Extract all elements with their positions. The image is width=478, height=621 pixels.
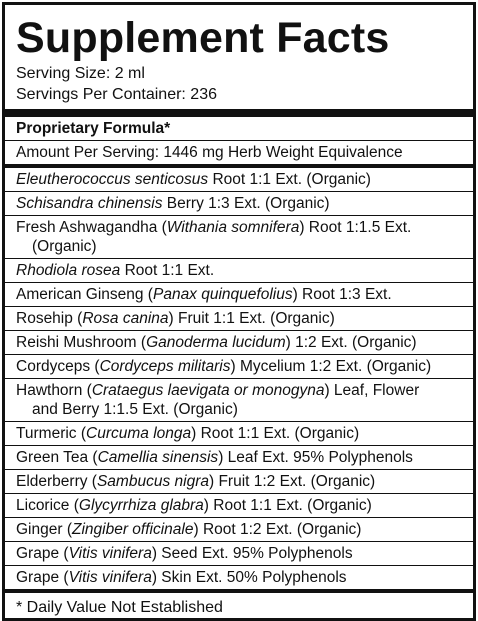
ingredient-latin-name: Rhodiola rosea <box>16 262 121 279</box>
supplement-facts-panel <box>2 2 476 621</box>
ingredient-text: Grape ( <box>16 545 69 562</box>
ingredient-line <box>16 569 347 586</box>
ingredient-latin-name: Camellia sinensis <box>97 449 219 466</box>
formula-header: Proprietary Formula* <box>5 117 475 141</box>
ingredient-text: Reishi Mushroom ( <box>16 334 147 351</box>
ingredient-latin-name: Withania somnifera <box>166 219 300 236</box>
ingredient-row <box>5 470 475 494</box>
ingredient-text: ) Root 1:1 Ext. (Organic) <box>203 497 372 514</box>
serving-size: Serving Size: 2 ml <box>16 65 145 82</box>
ingredient-line <box>16 219 411 236</box>
ingredient-text: ) Seed Ext. 95% Polyphenols <box>151 545 353 562</box>
ingredient-text: Grape ( <box>16 569 69 586</box>
ingredient-line <box>16 425 359 442</box>
ingredient-latin-name: Zingiber officinale <box>72 521 194 538</box>
ingredient-line <box>16 310 335 327</box>
panel-title: Supplement Facts <box>16 14 390 62</box>
ingredient-latin-name: Vitis vinifera <box>68 545 152 562</box>
ingredient-latin-name: Crataegus laevigata or monogyna <box>91 382 325 399</box>
ingredient-line <box>16 286 392 303</box>
ingredient-text: ) Leaf, Flower <box>324 382 420 399</box>
ingredient-line <box>16 171 371 188</box>
ingredient-continuation: and Berry 1:1.5 Ext. (Organic) <box>32 401 238 418</box>
ingredient-latin-name: Cordyceps militaris <box>99 358 231 375</box>
ingredient-text: ) Root 1:2 Ext. (Organic) <box>193 521 362 538</box>
thick-divider <box>5 109 475 117</box>
ingredient-latin-name: Eleutherococcus senticosus <box>16 171 209 188</box>
ingredient-latin-name: Rosa canina <box>82 310 169 327</box>
ingredient-text: Fresh Ashwagandha ( <box>16 219 167 236</box>
ingredient-latin-name: Vitis vinifera <box>68 569 152 586</box>
ingredient-row <box>5 379 475 422</box>
servings-per-container: Servings Per Container: 236 <box>16 86 217 103</box>
ingredient-row <box>5 446 475 470</box>
ingredient-text: Green Tea ( <box>16 449 98 466</box>
ingredient-line <box>16 195 330 212</box>
ingredient-row <box>5 542 475 566</box>
ingredient-latin-name: Curcuma longa <box>86 425 192 442</box>
ingredient-row <box>5 168 475 192</box>
ingredient-line <box>16 473 375 490</box>
ingredient-row <box>5 283 475 307</box>
ingredient-text: ) Root 1:1.5 Ext. <box>299 219 412 236</box>
footnote: * Daily Value Not Established <box>16 599 223 616</box>
ingredient-row <box>5 355 475 379</box>
ingredient-text: ) 1:2 Ext. (Organic) <box>285 334 417 351</box>
ingredient-text: Berry 1:3 Ext. (Organic) <box>162 195 330 212</box>
ingredient-text: ) Mycelium 1:2 Ext. (Organic) <box>230 358 432 375</box>
ingredient-line <box>16 358 431 375</box>
ingredient-row <box>5 566 475 589</box>
ingredient-line <box>16 262 214 279</box>
ingredient-row <box>5 422 475 446</box>
ingredient-continuation: (Organic) <box>32 238 97 255</box>
ingredient-row <box>5 259 475 283</box>
ingredient-line <box>16 334 417 351</box>
ingredient-latin-name: Glycyrrhiza glabra <box>78 497 204 514</box>
ingredient-line <box>16 497 372 514</box>
ingredient-latin-name: Ganoderma lucidum <box>146 334 286 351</box>
panel-content <box>16 5 464 618</box>
ingredient-text: ) Root 1:3 Ext. <box>292 286 392 303</box>
ingredient-text: ) Leaf Ext. 95% Polyphenols <box>218 449 413 466</box>
ingredient-line <box>16 449 413 466</box>
ingredient-text: Root 1:1 Ext. (Organic) <box>208 171 371 188</box>
ingredient-row <box>5 331 475 355</box>
ingredient-row <box>5 216 475 259</box>
ingredient-text: American Ginseng ( <box>16 286 153 303</box>
ingredient-row <box>5 307 475 331</box>
ingredient-text: Cordyceps ( <box>16 358 100 375</box>
amount-per-serving: Amount Per Serving: 1446 mg Herb Weight Equivalence <box>16 144 403 161</box>
ingredient-latin-name: Sambucus nigra <box>96 473 209 490</box>
ingredient-text: Licorice ( <box>16 497 79 514</box>
ingredient-text: Rosehip ( <box>16 310 83 327</box>
ingredient-line <box>16 521 361 538</box>
ingredient-text: Elderberry ( <box>16 473 97 490</box>
ingredient-latin-name: Panax quinquefolius <box>152 286 293 303</box>
ingredient-text: Hawthorn ( <box>16 382 92 399</box>
ingredient-text: ) Fruit 1:2 Ext. (Organic) <box>208 473 376 490</box>
ingredient-text: Turmeric ( <box>16 425 87 442</box>
ingredient-line <box>16 545 353 562</box>
ingredient-row <box>5 494 475 518</box>
ingredient-latin-name: Schisandra chinensis <box>16 195 163 212</box>
ingredient-line <box>16 382 419 399</box>
ingredient-text: ) Fruit 1:1 Ext. (Organic) <box>168 310 335 327</box>
ingredient-row <box>5 518 475 542</box>
ingredient-text: Ginger ( <box>16 521 72 538</box>
ingredient-text: Root 1:1 Ext. <box>120 262 215 279</box>
ingredient-text: ) Root 1:1 Ext. (Organic) <box>191 425 360 442</box>
ingredient-list <box>16 168 464 589</box>
ingredient-text: ) Skin Ext. 50% Polyphenols <box>151 569 347 586</box>
ingredient-row <box>5 192 475 216</box>
